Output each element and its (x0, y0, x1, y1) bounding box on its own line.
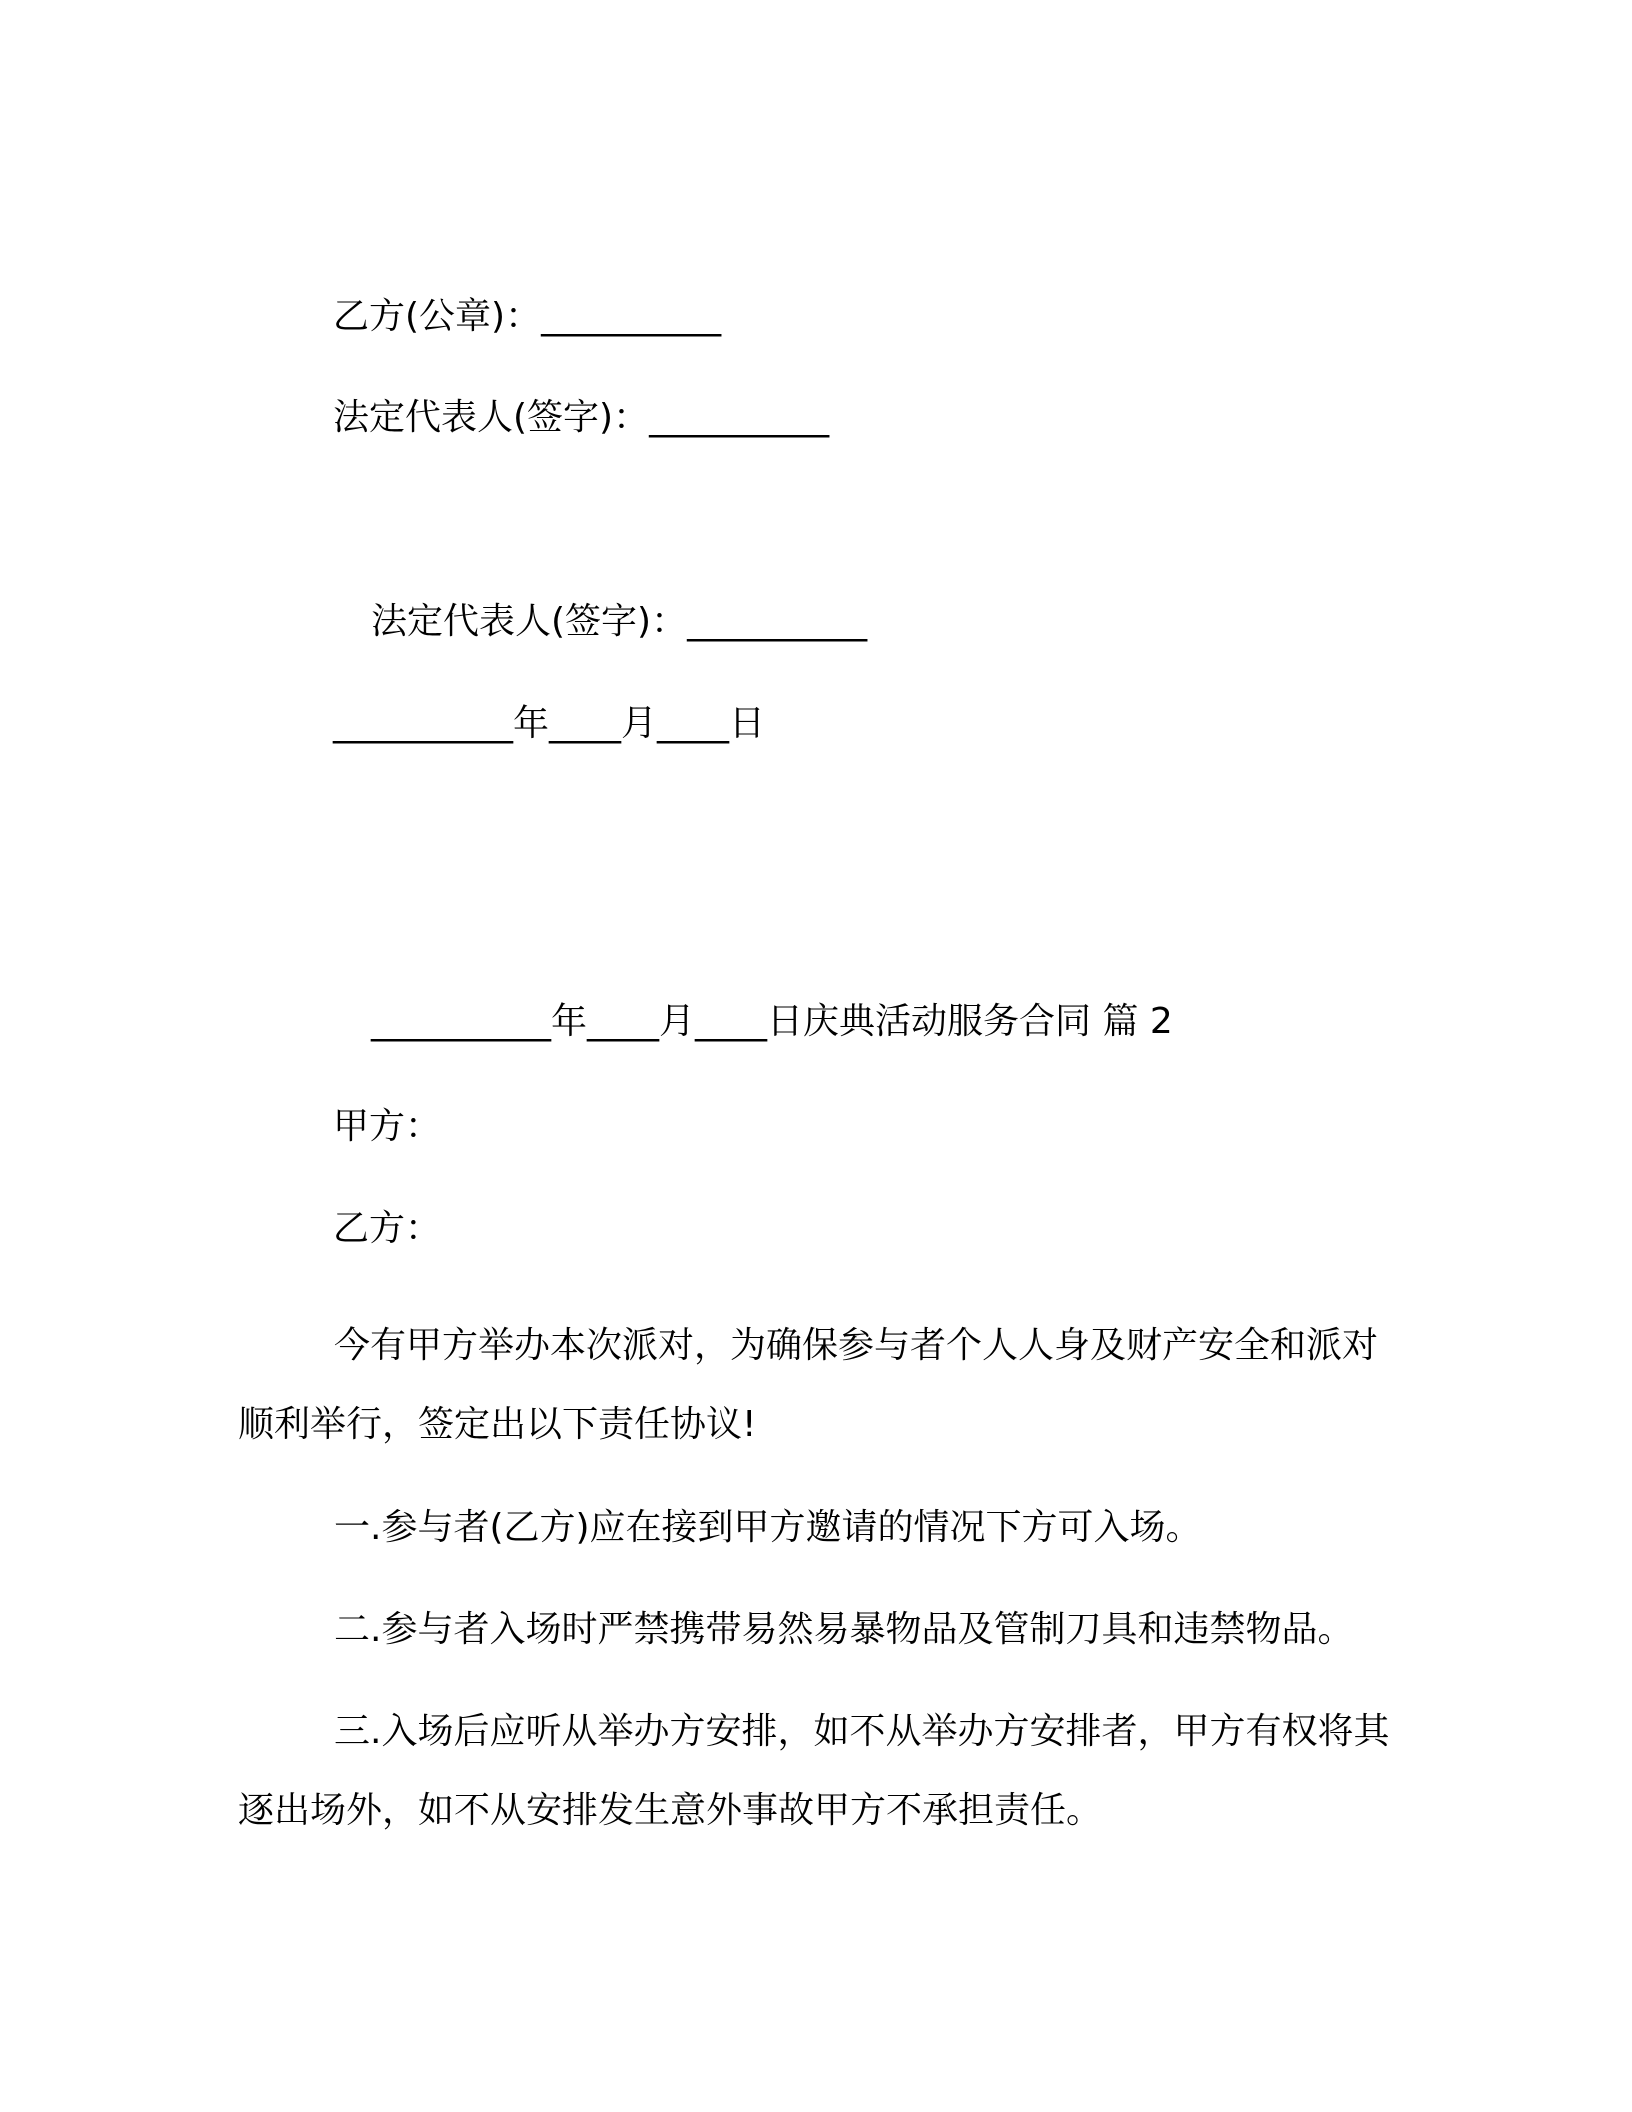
contract-title: __________年____月____日庆典活动服务合同 篇 2 (371, 1001, 1173, 1042)
intro-paragraph: 今有甲方举办本次派对，为确保参与者个人人身及财产安全和派对顺利举行，签定出以下责任协议! (238, 1325, 1379, 1445)
party-a-label: 甲方： (333, 1106, 442, 1147)
legal-rep-signature-line-2: 法定代表人(签字)：__________ (371, 601, 868, 642)
date-line: __________年____月____日 (333, 703, 765, 744)
legal-rep-signature-line: 法定代表人(签字)：__________ (333, 397, 830, 438)
party-b-label: 乙方： (333, 1208, 442, 1249)
clause-1: 一.参与者(乙方)应在接到甲方邀请的情况下方可入场。 (334, 1507, 1202, 1548)
clause-3: 三.入场后应听从举办方安排，如不从举办方安排者，甲方有权将其逐出场外，如不从安排发生意外事故甲方不承担责任。 (238, 1711, 1390, 1831)
clause-2: 二.参与者入场时严禁携带易然易暴物品及管制刀具和违禁物品。 (334, 1609, 1354, 1650)
party-b-seal-line: 乙方(公章)：__________ (333, 296, 722, 337)
